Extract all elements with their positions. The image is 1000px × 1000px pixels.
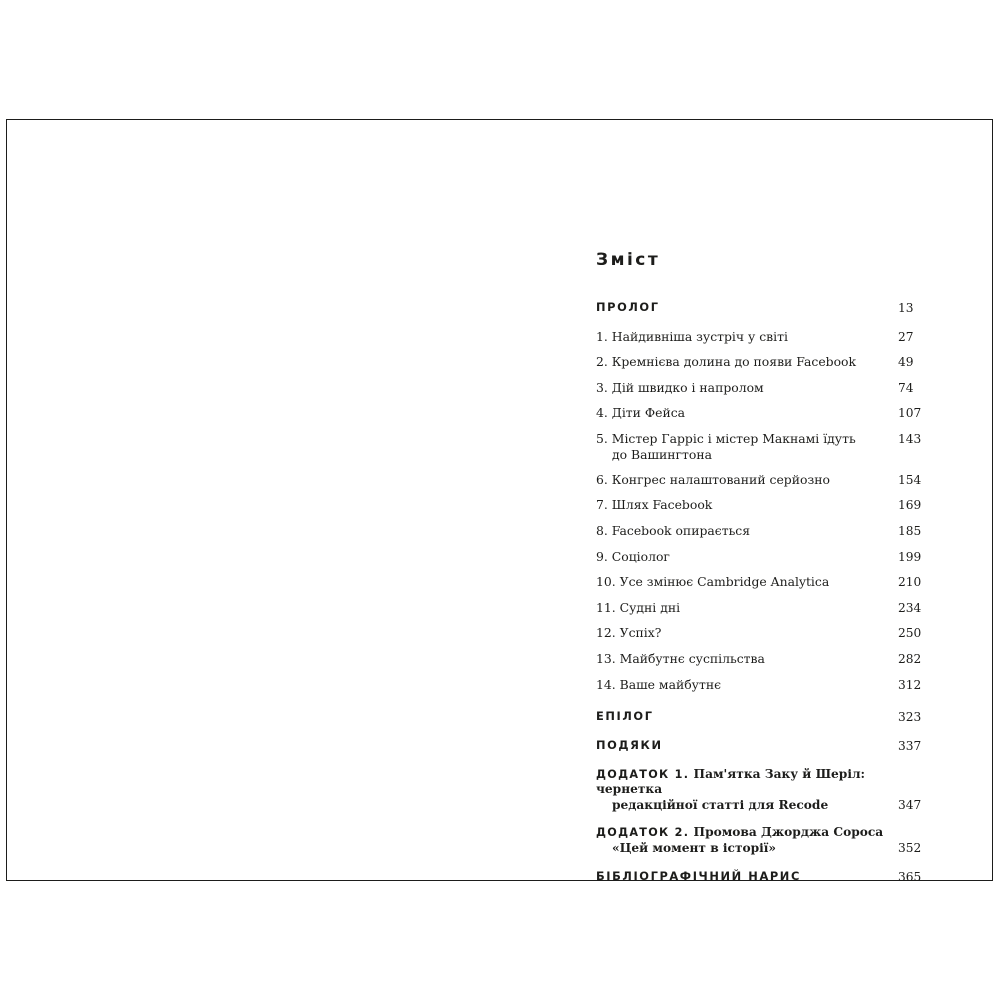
toc-entry-page: 282 [898,652,922,667]
toc-entry-label-line2: до Вашингтона [612,446,713,462]
toc-entry-page: 250 [898,626,922,641]
toc-entry-label: ПРОЛОГ [596,300,660,314]
toc-entry-page: 323 [898,710,922,725]
toc-entry-label: ЕПІЛОГ [596,709,654,724]
appendix-title: Промова Джорджа Сороса [689,825,884,840]
toc-list [596,300,936,885]
toc-entry-label: 13. Майбутнє суспільства [596,651,765,667]
toc-entry-label: 14. Ваше майбутнє [596,676,722,692]
toc-entry-label-line1: 5. Містер Гарріс і містер Макнамі їдуть [596,431,856,447]
appendix-title: Пам'ятка Заку й Шеріл: чернетка [596,766,866,797]
toc-entry-page: 74 [898,380,914,395]
toc-entry-chapter-14[interactable] [596,677,936,694]
toc-entry-chapter-3[interactable] [596,380,936,397]
toc-entry-page: 49 [898,355,914,370]
toc-entry-label: 4. Діти Фейса [596,405,686,421]
toc-entry-acknowledgements[interactable] [596,738,936,755]
toc-entry-label: 9. Соціолог [596,548,670,564]
toc-entry-page: 27 [898,329,914,344]
page-title: Зміст [596,250,661,270]
toc-entry-page: 199 [898,549,922,564]
toc-entry-label: 3. Дій швидко і напролом [596,379,764,395]
appendix-tag: ДОДАТОК 1. [596,767,690,781]
toc-entry-epilog[interactable] [596,709,936,726]
toc-entry-page: 337 [898,738,922,753]
toc-entry-appendix-1[interactable] [596,767,936,814]
toc-entry-label: 2. Кремнієва долина до появи Facebook [596,354,857,370]
toc-entry-appendix-2[interactable] [596,825,936,856]
toc-entry-page: 143 [898,432,922,447]
toc-entry-label: БІБЛІОГРАФІЧНИЙ НАРИС [596,868,801,883]
toc-entry-page: 312 [898,677,922,692]
toc-entry-chapter-9[interactable] [596,549,936,566]
toc-entry-chapter-12[interactable] [596,625,936,642]
toc-entry-label-line1 [596,825,883,839]
toc-entry-label: 6. Конгрес налаштований серйозно [596,471,830,487]
toc-entry-label [596,825,898,856]
toc-entry-chapter-8[interactable] [596,523,936,540]
toc-entry-label [596,767,898,814]
toc-entry-chapter-4[interactable] [596,405,936,422]
toc-entry-label: 1. Найдивніша зустріч у світі [596,328,788,344]
toc-entry-chapter-13[interactable] [596,651,936,668]
toc-entry-label-line2: редакційної статті для Recode [612,797,829,812]
toc-entry-chapter-5[interactable] [596,431,936,463]
toc-entry-page: 169 [898,498,922,513]
toc-entry-chapter-10[interactable] [596,574,936,591]
toc-entry-chapter-2[interactable] [596,354,936,371]
toc-entry-label-line1 [596,767,865,797]
toc-entry-label: 7. Шлях Facebook [596,497,713,513]
toc-entry-label: 12. Успіх? [596,625,662,641]
toc-entry-page: 347 [898,797,922,812]
toc-entry-page: 185 [898,524,922,539]
appendix-tag: ДОДАТОК 2. [596,826,690,840]
toc-entry-label-line2: «Цей момент в історії» [612,840,777,855]
toc-entry-chapter-11[interactable] [596,600,936,617]
toc-entry-chapter-1[interactable] [596,329,936,346]
toc-entry-page: 352 [898,840,922,855]
toc-entry-page: 365 [898,869,922,884]
toc-entry-chapter-6[interactable] [596,472,936,489]
toc-entry-page: 210 [898,575,922,590]
toc-entry-page: 107 [898,406,922,421]
toc-entry-page: 234 [898,600,922,615]
toc-entry-page: 154 [898,472,922,487]
toc-entry-label: 8. Facebook опирається [596,523,751,539]
book-spread [7,120,992,884]
toc-entry-label: ПОДЯКИ [596,737,663,752]
toc-entry-prolog[interactable] [596,300,936,317]
toc-entry-page: 13 [898,301,914,315]
toc-entry-label [596,431,898,463]
table-of-contents [596,250,936,897]
toc-entry-chapter-7[interactable] [596,497,936,514]
book-spread-frame [6,119,993,884]
toc-entry-bibliographic-essay[interactable] [596,869,936,886]
spread-gutter [500,120,501,880]
toc-entry-label: 11. Судні дні [596,599,681,615]
toc-entry-label: 10. Усе змінює Cambridge Analytica [596,574,830,590]
